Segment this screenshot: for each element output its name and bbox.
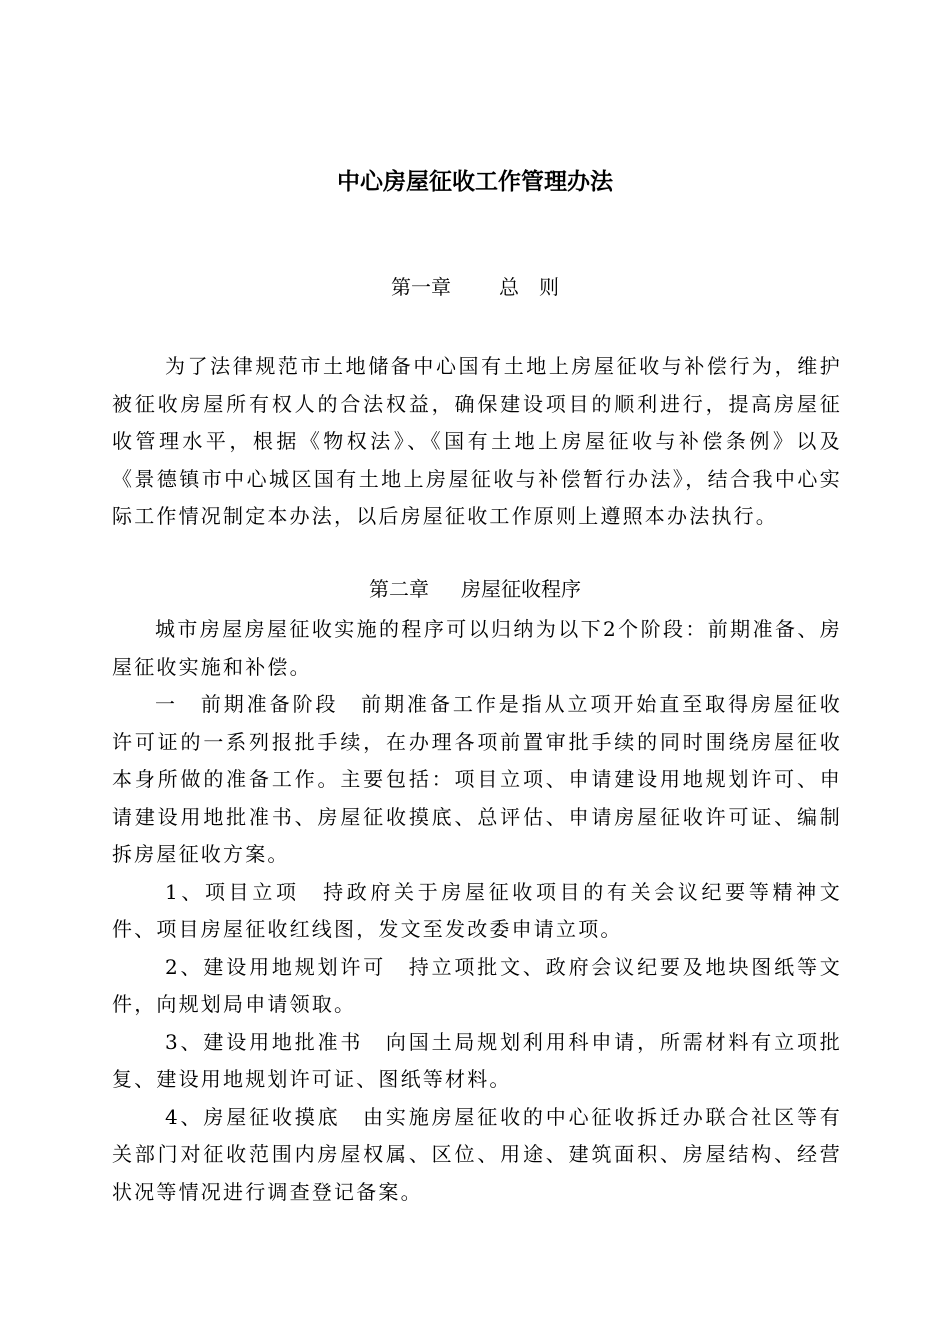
item-2-text: 持立项批文、政府会议纪要及地块图纸等文件，向规划局申请领取。 — [112, 954, 842, 1016]
chapter-2-heading — [0, 575, 950, 603]
item-2-label: 2、建设用地规划许可 — [165, 954, 387, 979]
item-3-label: 3、建设用地批准书 — [165, 1029, 364, 1054]
item-3-paragraph — [112, 1024, 842, 1099]
item-4-text: 由实施房屋征收的中心征收拆迁办联合社区等有关部门对征收范围内房屋权属、区位、用途、建筑面积、房屋结构、经营状况等情况进行调查登记备案。 — [112, 1104, 842, 1204]
chapter-2-number: 第二章 — [369, 577, 429, 601]
chapter-1-paragraph: 为了法律规范市土地储备中心国有土地上房屋征收与补偿行为，维护被征收房屋所有权人的合法权益，确保建设项目的顺利进行，提高房屋征收管理水平，根据《物权法》、《国有土地上房屋征收与补偿条例》以及《景德镇市中心城区国有土地上房屋征收与补偿暂行办法》，结合我中心实际工作情况制定本办法，以后房屋征收工作原则上遵照本办法执行。 — [112, 354, 842, 528]
chapter-2-intro: 城市房屋房屋征收实施的程序可以归纳为以下2个阶段：前期准备、房屋征收实施和补偿。 — [112, 617, 842, 679]
document-title: 中心房屋征收工作管理办法 — [337, 169, 613, 195]
item-1-text: 持政府关于房屋征收项目的有关会议纪要等精神文件、项目房屋征收红线图，发文至发改委申请立项。 — [112, 879, 842, 941]
chapter-1-number: 第一章 — [391, 275, 451, 299]
item-1-label: 1、项目立项 — [165, 879, 300, 904]
stage-1-text: 前期准备工作是指从立项开始直至取得房屋征收许可证的一系列报批手续，在办理各项前置审批手续的同时围绕房屋征收本身所做的准备工作。主要包括：项目立项、申请建设用地规划许可、申请建设用地批准书、房屋征收摸底、总评估、申请房屋征收许可证、编制拆房屋征收方案。 — [112, 692, 842, 866]
chapter-1-title: 总 则 — [499, 275, 559, 299]
stage-1-paragraph — [112, 686, 842, 874]
chapter-2-title: 房屋征收程序 — [461, 577, 581, 601]
chapter-1-heading — [0, 273, 950, 301]
item-3-text: 向国土局规划利用科申请，所需材料有立项批复、建设用地规划许可证、图纸等材料。 — [112, 1029, 843, 1091]
stage-1-label: 一 前期准备阶段 — [155, 692, 339, 716]
chapter-2-body — [112, 611, 842, 1211]
item-1-paragraph — [112, 874, 842, 949]
chapter-1-body — [112, 348, 842, 536]
item-4-paragraph — [112, 1099, 842, 1212]
item-2-paragraph — [112, 949, 842, 1024]
item-4-label: 4、房屋征收摸底 — [165, 1104, 341, 1129]
